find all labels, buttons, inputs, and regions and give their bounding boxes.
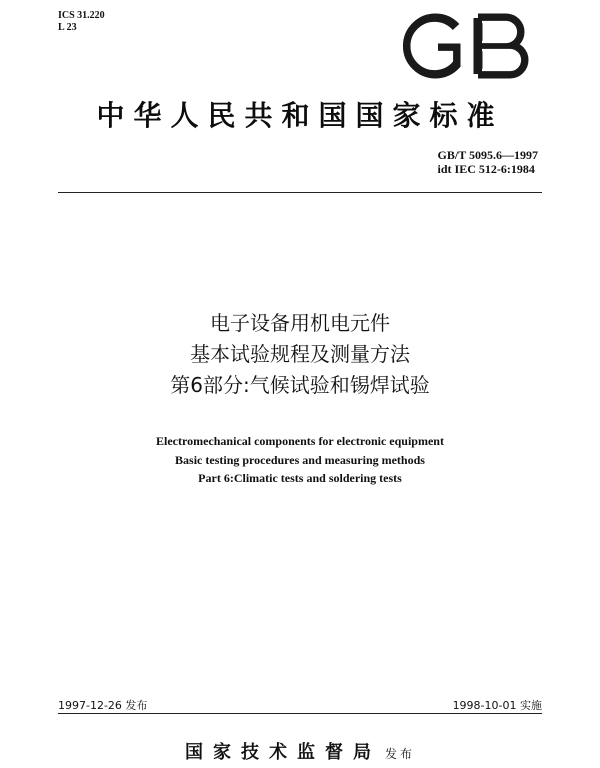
implementation-date: 1998-10-01 实施 bbox=[452, 699, 542, 712]
class-code: L 23 bbox=[58, 22, 77, 33]
en-title-line-1: Electromechanical components for electronic equipment bbox=[156, 434, 444, 448]
cn-title-line-3: 第6部分:气候试验和锡焊试验 bbox=[170, 373, 430, 397]
chinese-title bbox=[0, 308, 600, 401]
cn-title-line-1: 电子设备用机电元件 bbox=[210, 311, 390, 335]
standard-number: GB/T 5095.6—1997 bbox=[437, 148, 538, 162]
gb-logo-b-inner-lower bbox=[482, 50, 520, 70]
english-title bbox=[0, 432, 600, 488]
issuer-line bbox=[0, 738, 600, 764]
en-title-line-2: Basic testing procedures and measuring methods bbox=[175, 452, 425, 467]
gb-logo-b-inner-upper bbox=[482, 22, 516, 42]
issue-date: 1997-12-26 发布 bbox=[58, 699, 148, 712]
gb-logo bbox=[394, 10, 542, 82]
ics-code: ICS 31.220 bbox=[58, 10, 105, 21]
classification-codes bbox=[58, 10, 105, 34]
issuer-suffix: 发布 bbox=[384, 747, 415, 761]
bottom-divider bbox=[58, 713, 542, 714]
national-standard-title: 中华人民共和国国家标准 bbox=[96, 99, 504, 132]
top-divider bbox=[58, 192, 542, 193]
gb-logo-g-outer bbox=[407, 18, 456, 74]
en-title-line-3: Part 6:Climatic tests and soldering tests bbox=[198, 471, 402, 485]
standard-code-block bbox=[438, 148, 538, 176]
equivalence-note: idt IEC 512-6:1984 bbox=[437, 162, 535, 176]
issuer-name: 国家技术监督局 bbox=[184, 742, 381, 763]
cn-title-line-2: 基本试验规程及测量方法 bbox=[190, 342, 410, 366]
